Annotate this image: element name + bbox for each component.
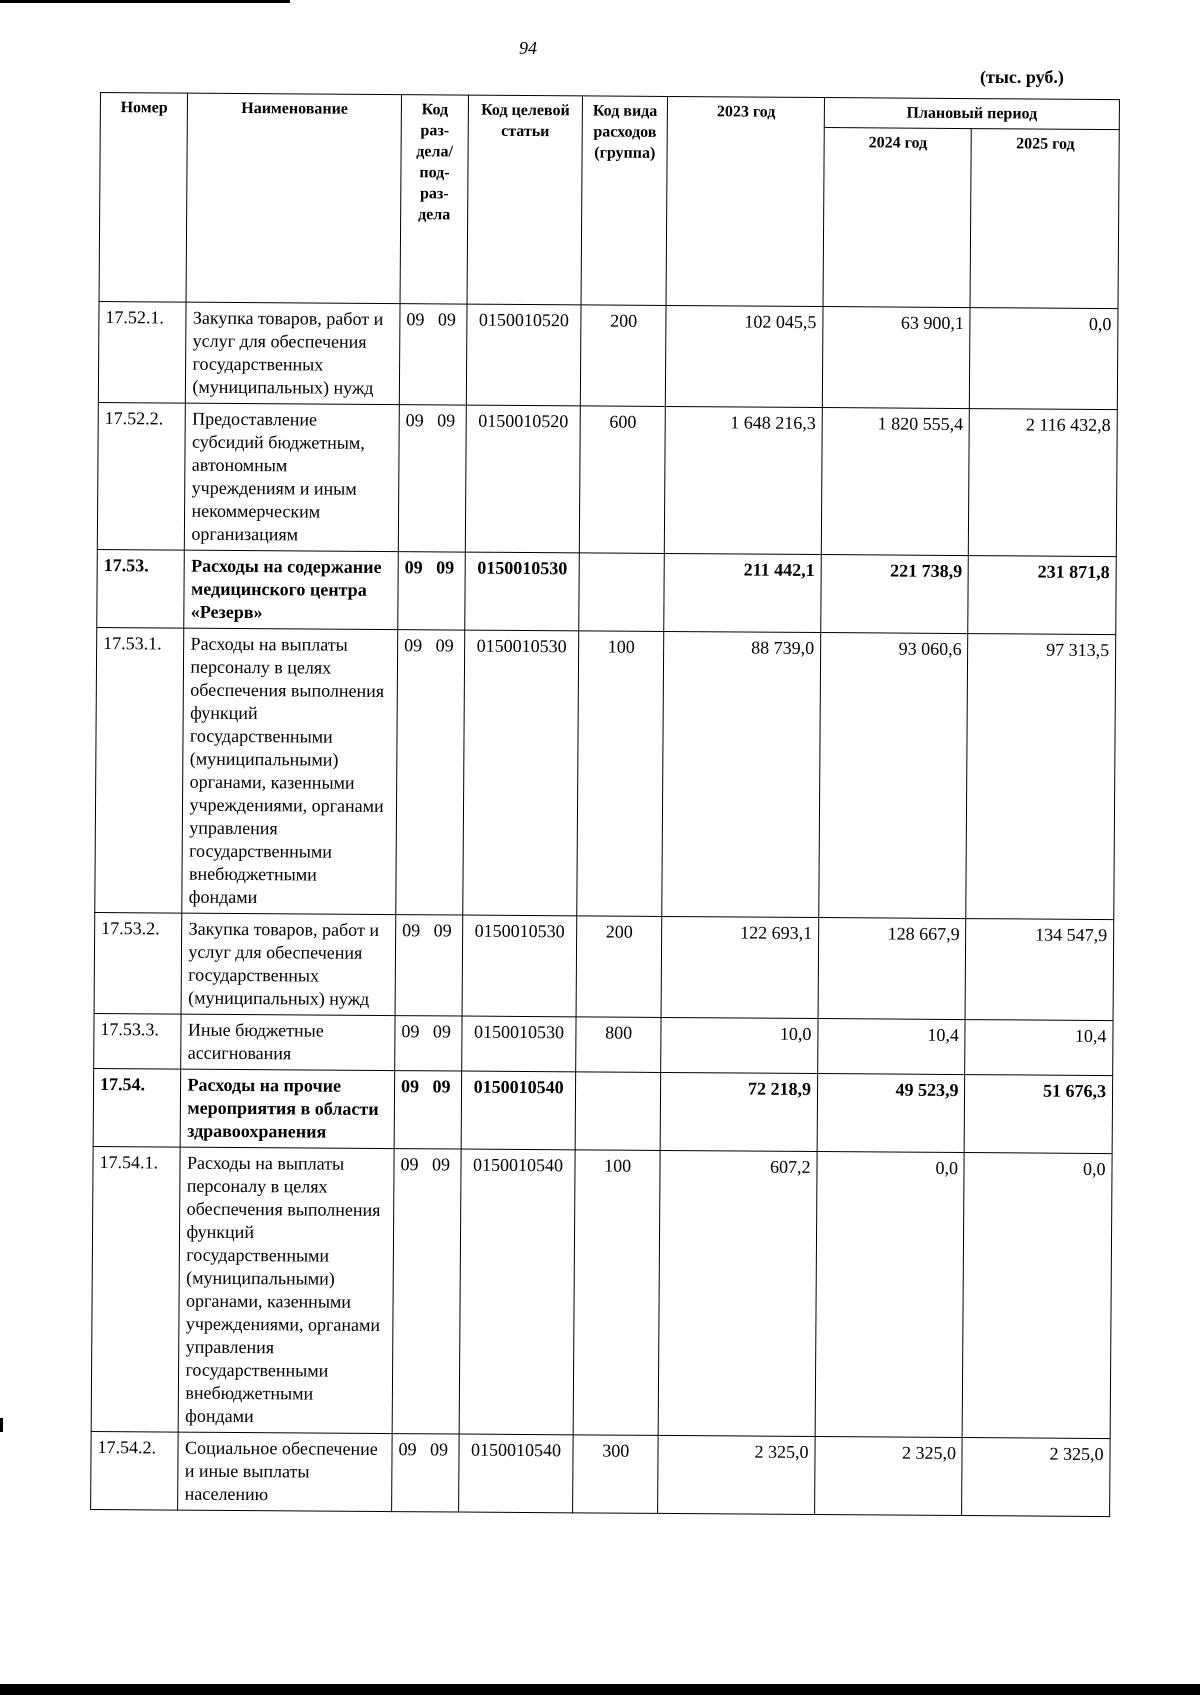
row-target-code: 0150010540: [461, 1071, 575, 1150]
row-target-code: 0150010540: [459, 1434, 573, 1513]
margin-scan-mark: [0, 1418, 3, 1432]
row-number: 17.52.1.: [98, 301, 186, 403]
header-year-2025: 2025 год: [971, 129, 1120, 309]
row-name: Расходы на содержание медицинского центра «Резерв»: [184, 550, 398, 629]
table-row: [95, 627, 1116, 919]
bottom-scan-band: [0, 1684, 1200, 1695]
table-body: [91, 301, 1118, 1516]
row-name: Расходы на выплаты персоналу в целях обеспечения выполнения функций государственными (муниципальными) органами, казенными учреждениями, органами управления государственными внебюджетными фондами: [182, 628, 398, 914]
row-name: Закупка товаров, работ и услуг для обеспечения государственных (муниципальных) нужд: [182, 913, 396, 1015]
row-section-code: 09 09: [398, 552, 466, 630]
row-section-code: 09 09: [394, 1071, 462, 1149]
row-target-code: 0150010530: [462, 915, 577, 1017]
units-label: (тыс. руб.): [980, 67, 1064, 87]
table-row: [91, 1146, 1112, 1438]
row-amount-2023: 211 442,1: [664, 553, 821, 632]
budget-table: [90, 92, 1120, 1517]
header-planning-period: Плановый период: [824, 98, 1119, 130]
row-target-code: 0150010520: [465, 405, 580, 553]
row-amount-2025: 2 325,0: [962, 1438, 1110, 1517]
row-amount-2023: 102 045,5: [666, 305, 823, 407]
row-expense-type-code: 200: [580, 305, 666, 407]
row-amount-2024: 63 900,1: [822, 307, 970, 409]
row-amount-2025: 0,0: [970, 308, 1118, 410]
row-number: 17.53.3.: [94, 1013, 182, 1069]
table-row: [97, 402, 1117, 556]
row-amount-2025: 2 116 432,8: [969, 409, 1118, 557]
row-expense-type-code: 200: [576, 916, 662, 1018]
row-amount-2024: 2 325,0: [815, 1437, 963, 1516]
row-target-code: 0150010530: [462, 1016, 576, 1072]
row-amount-2023: 2 325,0: [658, 1435, 815, 1514]
row-amount-2024: 1 820 555,4: [821, 408, 969, 556]
row-amount-2023: 10,0: [661, 1017, 818, 1073]
row-amount-2023: 88 739,0: [662, 631, 821, 917]
header-row: [100, 93, 1119, 130]
row-amount-2025: 10,4: [965, 1020, 1113, 1076]
row-number: 17.54.1.: [91, 1146, 180, 1432]
header-target-code: Код целевой статьи: [467, 95, 582, 305]
row-number: 17.54.: [93, 1068, 181, 1147]
row-name: Расходы на выплаты персоналу в целях обеспечения выполнения функций государственными (муниципальными) органами, казенными учреждениями, органами управления государственными внебюджетными фондами: [179, 1147, 395, 1433]
row-amount-2024: 0,0: [815, 1152, 964, 1438]
row-name: Закупка товаров, работ и услуг для обеспечения государственных (муниципальных) нужд: [186, 302, 400, 404]
row-amount-2024: 93 060,6: [819, 633, 968, 919]
row-name: Предоставление субсидий бюджетным, автономным учреждениям и иным некоммерческим организациям: [185, 403, 400, 551]
row-expense-type-code: [579, 553, 665, 632]
row-expense-type-code: 600: [579, 406, 665, 554]
row-target-code: 0150010530: [465, 552, 579, 631]
row-amount-2025: 0,0: [963, 1153, 1113, 1439]
table-row: [94, 1013, 1113, 1075]
row-section-code: 09 09: [395, 1016, 462, 1071]
top-scan-rule: [0, 0, 290, 3]
row-number: 17.53.: [97, 549, 185, 628]
header-number: Номер: [99, 93, 188, 303]
row-expense-type-code: 100: [573, 1150, 660, 1436]
row-section-code: 09 09: [395, 915, 463, 1016]
row-number: 17.53.2.: [94, 912, 182, 1014]
row-amount-2025: 231 871,8: [968, 556, 1116, 635]
row-target-code: 0150010520: [466, 304, 581, 406]
row-number: 17.54.2.: [91, 1431, 179, 1510]
row-amount-2023: 1 648 216,3: [665, 406, 823, 554]
row-section-code: 09 09: [398, 405, 466, 552]
row-expense-type-code: [575, 1072, 661, 1151]
header-year-2024: 2024 год: [823, 128, 972, 308]
table-row: [97, 549, 1117, 634]
row-amount-2025: 134 547,9: [966, 919, 1114, 1021]
header-section-code: Код раз-дела/ под-раз-дела: [400, 95, 469, 304]
row-name: Расходы на прочие мероприятия в области здравоохранения: [181, 1069, 395, 1148]
row-expense-type-code: 100: [577, 631, 664, 917]
row-expense-type-code: 800: [576, 1017, 662, 1073]
row-amount-2025: 97 313,5: [966, 634, 1116, 920]
row-expense-type-code: 300: [573, 1435, 659, 1514]
row-amount-2023: 72 218,9: [661, 1072, 818, 1151]
header-year-2023: 2023 год: [666, 96, 824, 306]
row-section-code: 09 09: [396, 630, 465, 915]
row-amount-2024: 128 667,9: [818, 918, 966, 1020]
row-amount-2025: 51 676,3: [965, 1075, 1113, 1154]
row-amount-2024: 221 738,9: [821, 555, 969, 634]
row-target-code: 0150010540: [459, 1149, 575, 1435]
header-expense-type-code: Код вида расходов (группа): [581, 96, 668, 306]
row-target-code: 0150010530: [463, 630, 579, 916]
row-name: Иные бюджетные ассигнования: [181, 1014, 395, 1070]
table-row: [94, 912, 1114, 1020]
row-number: 17.53.1.: [95, 627, 184, 913]
row-number: 17.52.2.: [97, 402, 185, 550]
row-amount-2024: 10,4: [818, 1019, 966, 1075]
row-name: Социальное обеспечение и иные выплаты населению: [178, 1432, 392, 1511]
row-section-code: 09 09: [392, 1149, 461, 1434]
table-row: [91, 1431, 1111, 1516]
row-amount-2023: 122 693,1: [661, 916, 818, 1018]
page-number: 94: [519, 38, 537, 58]
table-row: [93, 1068, 1113, 1153]
header-name: Наименование: [186, 93, 401, 303]
row-amount-2024: 49 523,9: [817, 1074, 965, 1153]
row-amount-2023: 607,2: [659, 1150, 818, 1436]
table-row: [98, 301, 1118, 409]
row-section-code: 09 09: [392, 1434, 460, 1512]
row-section-code: 09 09: [399, 304, 467, 405]
